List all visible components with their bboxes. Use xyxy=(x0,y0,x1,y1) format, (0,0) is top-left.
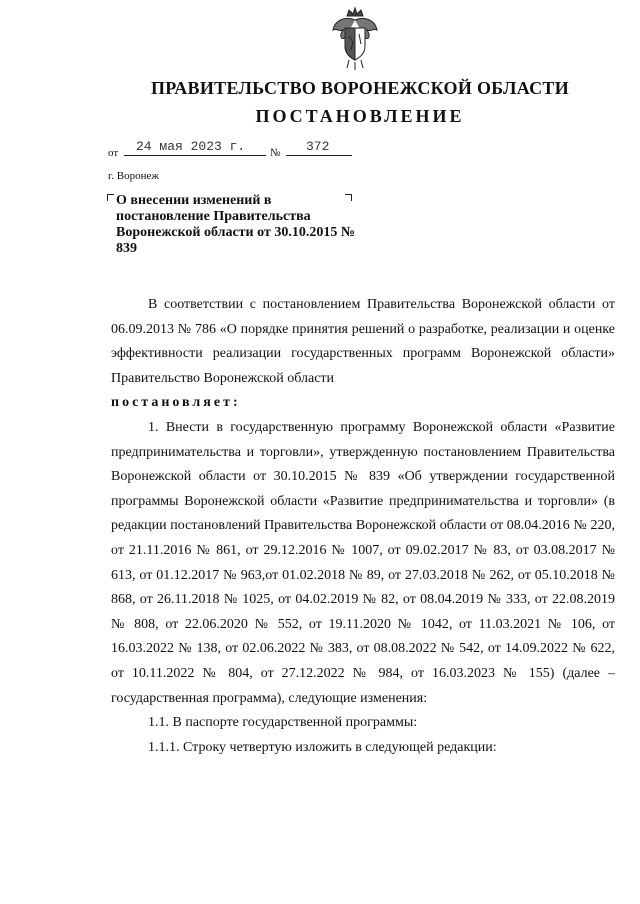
number-field: 372 xyxy=(286,139,352,156)
date-field: 24 мая 2023 г. xyxy=(124,139,266,156)
resolves-word: постановляет: xyxy=(111,395,241,411)
date-number-line xyxy=(108,139,568,161)
government-title: ПРАВИТЕЛЬСТВО ВОРОНЕЖСКОЙ ОБЛАСТИ xyxy=(150,78,570,98)
item-1-1-paragraph: 1.1. В паспорте государственной программы: xyxy=(148,715,418,731)
document-body xyxy=(111,293,615,760)
document-subject: О внесении изменений в постановление Правительства Воронежской области от 30.10.2015 № 839 xyxy=(116,193,355,256)
number-label: № xyxy=(270,147,281,159)
preamble-paragraph: В соответствии с постановлением Правительства Воронежской области от 06.09.2013 № 786 «О порядке принятия решений о разработке, реализации и оценке эффективности реализации государственных программ Воронежской области» Правительство Воронежской области xyxy=(111,297,615,386)
city-line: г. Воронеж xyxy=(108,170,159,182)
subject-bracket-left xyxy=(107,194,114,201)
item-1-1-1-paragraph: 1.1.1. Строку четвертую изложить в следующей редакции: xyxy=(148,739,497,755)
date-label: от xyxy=(108,147,119,159)
document-type: ПОСТАНОВЛЕНИЕ xyxy=(255,106,465,126)
coat-of-arms-icon xyxy=(329,6,381,72)
item-1-paragraph: 1. Внести в государственную программу Воронежской области «Развитие предпринимательства и торговли», утвержденную постановлением Правительства Воронежской области от 30.10.2015 № 839 «Об утверждении государственной программы Воронежской области «Развитие предпринимательства и торговли» (в редакции постановлений Правительства Воронежской области от 08.04.2016 № 220, от 21.11.2016 № 861, от 29.12.2016 № 1007, от 09.02.2017 № 83, от 03.08.2017 № 613, от 01.12.2017 № 963,от 01.02.2018 № 89, от 27.03.2018 № 262, от 05.10.2018 № 868, от 26.11.2018 № 1025, от 04.02.2019 № 82, от 08.04.2019 № 333, от 22.08.2019 № 808, от 22.06.2020 № 552, от 19.11.2020 № 1042, от 11.03.2021 № 106, от 16.03.2022 № 138, от 02.06.2022 № 383, от 08.08.2022 № 542, от 14.09.2022 № 622, от 10.11.2022 № 804, от 27.12.2022 № 984, от 16.03.2023 № 155) (далее – государственная программа), следующие изменения: xyxy=(111,419,615,706)
